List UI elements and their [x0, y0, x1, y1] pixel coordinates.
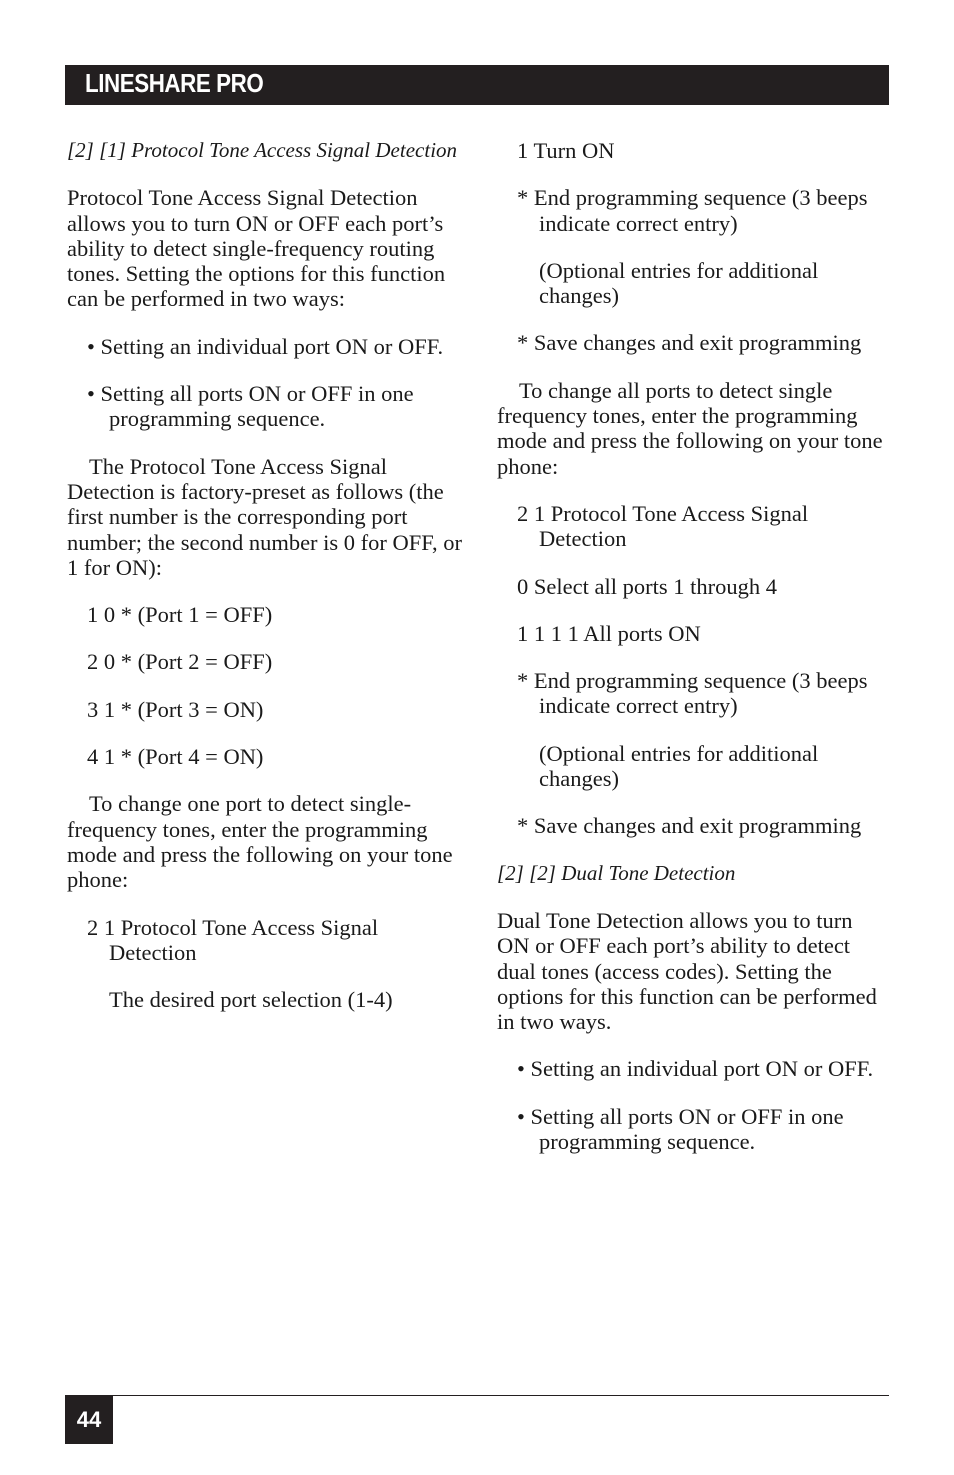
section-heading: [2] [2] Dual Tone Detection [497, 860, 736, 885]
bullet-item: • Setting all ports ON or OFF in one programming sequence. [87, 381, 414, 432]
paragraph: The Protocol Tone Access Signal Detection is factory-preset as follows (the first number is the corresponding port number; the second number is 0 for OFF, or 1 for ON): [67, 453, 463, 580]
page-number: 44 [65, 1396, 113, 1444]
code-entry: 1 0 * (Port 1 = OFF) [87, 602, 273, 628]
code-entry: 3 1 * (Port 3 = ON) [87, 696, 264, 722]
code-entry: * End programming sequence (3 beeps indicate correct entry) [517, 185, 868, 236]
code-entry: 0 Select all ports 1 through 4 [517, 573, 777, 599]
paragraph: To change all ports to detect single frequency tones, enter the programming mode and press the following on your tone phone: [497, 377, 883, 479]
left-column [67, 138, 462, 1034]
page-title: LINESHARE PRO [85, 68, 264, 98]
code-entry: * Save changes and exit programming [517, 813, 862, 839]
code-entry: 2 1 Protocol Tone Access Signal Detection [87, 914, 379, 965]
code-entry: 2 1 Protocol Tone Access Signal Detection [517, 500, 809, 552]
section-heading: [2] [1] Protocol Tone Access Signal Detection [67, 138, 458, 162]
bullet-item: • Setting an individual port ON or OFF. [87, 333, 444, 359]
paragraph: Protocol Tone Access Signal Detection allows you to turn ON or OFF each port’s ability to detect single-frequency routing tones. Setting the options for this function can be performed in two ways: [67, 185, 446, 312]
code-entry: 1 1 1 1 All ports ON [517, 620, 701, 646]
code-note: (Optional entries for additional changes) [539, 740, 819, 792]
code-note: The desired port selection (1-4) [109, 987, 393, 1013]
bullet-item: • Setting an individual port ON or OFF. [517, 1056, 874, 1082]
footer-rule [65, 1395, 889, 1396]
header-bar [65, 65, 889, 105]
code-entry: * Save changes and exit programming [517, 330, 862, 356]
bullet-item: • Setting all ports ON or OFF in one programming sequence. [517, 1103, 844, 1155]
code-entry: * End programming sequence (3 beeps indicate correct entry) [517, 668, 868, 719]
code-entry: 2 0 * (Port 2 = OFF) [87, 649, 273, 675]
paragraph: Dual Tone Detection allows you to turn ON or OFF each port’s ability to detect dual tones (access codes). Setting the options for this function can be performed in two ways. [497, 907, 877, 1035]
code-entry: 4 1 * (Port 4 = ON) [87, 744, 264, 770]
paragraph: To change one port to detect single-frequency tones, enter the programming mode and press the following on your tone phone: [67, 791, 453, 893]
code-note: (Optional entries for additional changes) [539, 257, 819, 309]
code-entry: 1 Turn ON [517, 138, 615, 163]
right-column [497, 138, 889, 1176]
